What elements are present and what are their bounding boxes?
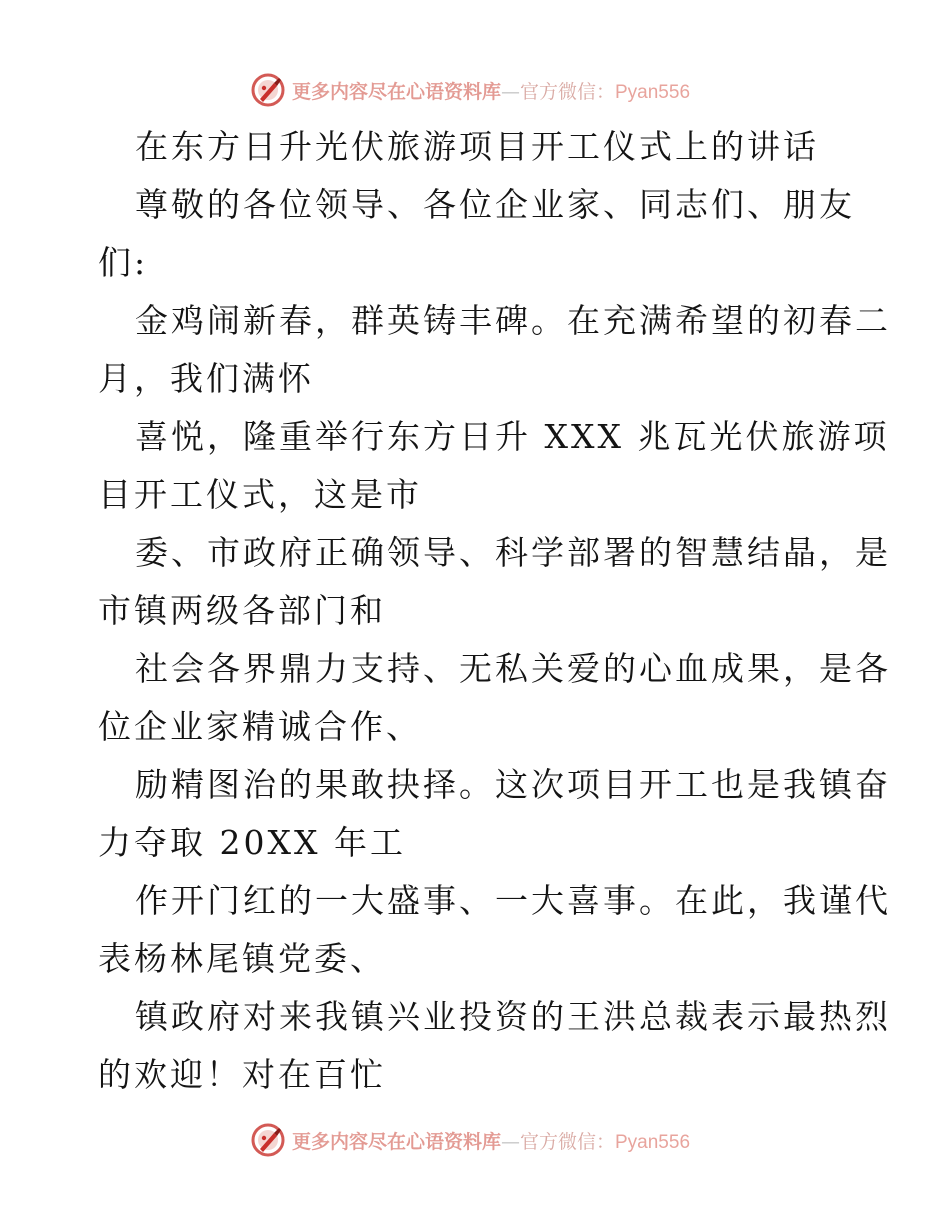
paragraph-line: 市镇两级各部门和 (98, 591, 386, 630)
footer-watermark (0, 1120, 950, 1160)
paragraph-line: 力夺取 20XX 年工 (98, 823, 406, 862)
paragraph-line: 在东方日升光伏旅游项目开工仪式上的讲话 (135, 127, 819, 166)
paragraph-line: 喜悦，隆重举行东方日升 XXX 兆瓦光伏旅游项 (135, 417, 890, 456)
paragraph-line: 们: (98, 243, 149, 282)
paragraph-line: 作开门红的一大盛事、一大喜事。在此，我谨代 (135, 881, 891, 920)
pen-nib-seal-icon (250, 1122, 286, 1158)
wechat-account: Pyan556 (615, 81, 691, 103)
brand-text: 更多内容尽在心语资料库 (291, 80, 501, 103)
brand-dash: — (500, 1130, 520, 1153)
brand-text: 更多内容尽在心语资料库 (291, 1130, 501, 1153)
paragraph-line: 金鸡闹新春，群英铸丰碑。在充满希望的初春二 (135, 301, 891, 340)
paragraph-line: 目开工仪式，这是市 (98, 475, 422, 514)
wechat-account: Pyan556 (615, 1131, 691, 1153)
paragraph-line: 位企业家精诚合作、 (98, 707, 422, 746)
pen-nib-seal-icon (250, 72, 286, 108)
paragraph-line: 月，我们满怀 (98, 359, 314, 398)
paragraph-line: 社会各界鼎力支持、无私关爱的心血成果，是各 (135, 649, 891, 688)
header-watermark (0, 70, 950, 110)
brand-dash: — (500, 80, 520, 103)
paragraph-line: 励精图治的果敢抉择。这次项目开工也是我镇奋 (135, 765, 891, 804)
paragraph-line: 镇政府对来我镇兴业投资的王洪总裁表示最热烈 (135, 997, 891, 1036)
paragraph-line: 尊敬的各位领导、各位企业家、同志们、朋友 (135, 185, 855, 224)
wechat-label: 官方微信： (519, 80, 615, 103)
paragraph-line: 委、市政府正确领导、科学部署的智慧结晶，是 (135, 533, 891, 572)
paragraph-line: 表杨林尾镇党委、 (98, 939, 386, 978)
paragraph-line: 的欢迎！对在百忙 (98, 1055, 386, 1094)
wechat-label: 官方微信： (519, 1130, 615, 1153)
document-body (98, 118, 891, 1104)
